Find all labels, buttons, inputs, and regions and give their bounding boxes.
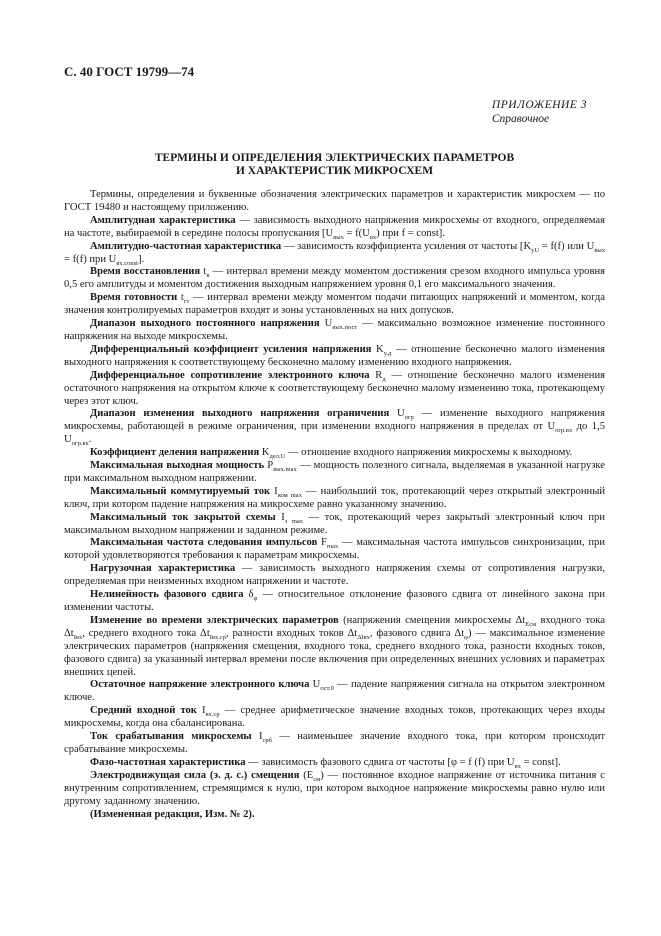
term: Остаточное напряжение электронного ключа (90, 679, 310, 691)
term: Максимальная выходная мощность (90, 460, 265, 472)
term: Время готовности (90, 292, 178, 304)
term: Электродвижущая сила (э. д. с.) смещения (90, 769, 300, 781)
title-line-2: И ХАРАКТЕРИСТИК МИКРОСХЕМ (235, 165, 434, 177)
definition-phase-nonlinearity: Нелинейность фазового сдвига $\delta_\varphi$ — относительное отклонение фазового сдвига от линейного закона при изменении частоты. (64, 589, 606, 613)
term: Дифференциальное сопротивление электронного ключа (90, 369, 370, 381)
definition-trigger-current: Ток срабатывания микросхемы $I_{срб}$ — наименьшее значение входного тока, при котором происходит срабатывание микросхемы. (64, 731, 605, 755)
term: Диапазон выходного постоянного напряжения (90, 318, 320, 330)
term: Амплитудно-частотная характеристика (90, 240, 282, 252)
appendix-label-block (492, 98, 587, 126)
definition-max-pulse-rate: Максимальная частота следования импульсов $F_{max}$ — максимальная частота импульсов синхронизации, при которой удовлетворяются требования к параметрам микросхемы. (64, 537, 605, 562)
document-body (64, 189, 605, 821)
definition-ready-time: Время готовности $t_{гт}$ — интервал времени между моментом подачи питающих напряжений и моментом, когда значения контролируемых параметров входят и зоны установленных на них допусков. (64, 292, 605, 317)
appendix-number: ПРИЛОЖЕНИЕ 3 (491, 99, 587, 111)
definition-output-dc-range: Диапазон выходного постоянного напряжения $U_{вых.пост}$ — максимально возможное изменение постоянного напряжения на выходе микросхемы. (64, 318, 605, 342)
term: Амплитудная характеристика (90, 214, 236, 226)
definition-division-ratio: Коэффициент деления напряжения $K_{дел.U}$ — отношение входного напряжения микросхемы к выходному. (90, 447, 573, 461)
definition-max-switched-current: Максимальный коммутируемый ток $I_{ком max}$ — наибольший ток, протекающий через открытый электронный ключ, при котором падение напряжения на микросхеме равно указанному значению. (64, 485, 605, 510)
definition-residual-voltage: Остаточное напряжение электронного ключа $U_{ост.0}$ — падение напряжения сигнала на открытом электронном ключе. (64, 679, 605, 704)
term: Ток срабатывания микросхемы (90, 731, 252, 743)
definition-max-off-current: Максимальный ток закрытой схемы $I_{з max}$ — ток, протекающий через закрытый электронный ключ при максимальном выходном напряжении и заданном режиме. (64, 511, 605, 536)
definition-mean-input-current: Средний входной ток $I_{вх.ср}$ — среднее арифметическое значение входных токов, протекающих через входы микросхемы, когда она сбалансирована. (64, 705, 605, 730)
edition-note: (Измененная редакция, Изм. № 2). (90, 808, 255, 820)
term: Максимальный ток закрытой схемы (90, 511, 276, 523)
definition-load-characteristic: Нагрузочная характеристика — зависимость выходного напряжения схемы от сопротивления нагрузки, определяемая при неизменных входном напряжении и частоте. (64, 563, 605, 588)
section-title (64, 152, 605, 178)
definition-phase-frequency: Фазо-частотная характеристика — зависимость фазового сдвига от частоты [φ = f (f) при $U_{вх}$ = const]. (90, 756, 561, 770)
term: Изменение во времени электрических параметров (90, 614, 339, 626)
term: Время восстановления (90, 266, 201, 278)
definition-limit-range: Диапазон изменения выходного напряжения ограничения $U_{огр}$ — изменение выходного напряжения микросхемы, работающей в режиме ограничения, при изменении входного напряжения в пределах от $U_{огр.вх}$ до 1,5 $U_{огр.вх}$. (64, 408, 605, 448)
definition-offset-emf: Электродвижущая сила (э. д. с.) смещения $(E_{см})$ — постоянное входное напряжение от источника питания с внутренним сопротивлением, стремящимся к нулю, при котором выходное напряжение микросхемы равно нулю или другому заданному значению. (64, 769, 605, 807)
term: Фазо-частотная характеристика (90, 756, 246, 768)
definition-amplitude: Амплитудная характеристика — зависимость выходного напряжения микросхемы от входного, определяемая на частоте, выбираемой в середине полосы пропускания [$U_{вых} = f(U_{вх})$ при f = const]. (64, 214, 606, 241)
term: Нагрузочная характеристика (90, 563, 236, 575)
term: Максимальный коммутируемый ток (90, 485, 271, 497)
definition-amplitude-frequency: Амплитудно-частотная характеристика — зависимость коэффициента усиления от частоты [$K_{уU} = f(f)$ или $U_{вых} = f(f)$ при $U_{вх.const}$]. (64, 240, 605, 267)
appendix-kind: Справочное (491, 113, 550, 125)
definition-time-drift: Изменение во времени электрических параметров (напряжения смещения микросхемы $\Delta t_{Eсм}$ входного тока $\Delta t_{Iвх}$, среднего входного тока $\Delta t_{Iвх.ср}$, разности входных токов $\Delta t_{\Delta Iвх}$, фазового сдвига $\Delta t_\varphi$) — максимальное изменение электрических параметров (напряжения смещения, входного тока, среднего входного тока, разности входных токов, фазового сдвига) за указанный интервал времени после включения при определенных внешних условиях и параметрах внешних цепей. (64, 614, 605, 678)
intro-paragraph: Термины, определения и буквенные обозначения электрических параметров и характеристик микросхем — по ГОСТ 19480 и настоящему приложению. (64, 189, 605, 213)
term: Коэффициент деления напряжения (90, 447, 260, 459)
definition-diff-gain: Дифференциальный коэффициент усиления напряжения $K_{у.д}$ — отношение бесконечно малого изменения выходного напряжения к соответствующему бесконечно малому изменению входного напряжения. (64, 343, 605, 368)
definition-max-output-power: Максимальная выходная мощность $P_{вых.max}$ — мощность полезного сигнала, выделяемая в указанной нагрузке при максимальном выходном напряжении. (64, 460, 605, 484)
definition-recovery-time: Время восстановления $t_в$ — интервал времени между моментом достижения срезом входного импульса уровня 0,5 его амплитуды и моментом достижения выходным напряжением уровня 0,1 его максимального значения. (64, 266, 606, 291)
term: Средний входной ток (90, 705, 197, 717)
term: Максимальная частота следования импульсов (90, 537, 318, 549)
definition-diff-resistance: Дифференциальное сопротивление электронного ключа $R_д$ — отношение бесконечно малого изменения остаточного напряжения на открытом ключе к соответствующему бесконечно малому изменению тока, протекающему через этот ключ. (64, 369, 606, 407)
page-header: С. 40 ГОСТ 19799—74 (64, 64, 195, 79)
term: Дифференциальный коэффициент усиления напряжения (90, 343, 372, 355)
term: Диапазон изменения выходного напряжения ограничения (90, 408, 390, 420)
term: Нелинейность фазового сдвига (90, 589, 244, 601)
title-line-1: ТЕРМИНЫ И ОПРЕДЕЛЕНИЯ ЭЛЕКТРИЧЕСКИХ ПАРАМЕТРОВ (154, 152, 515, 164)
